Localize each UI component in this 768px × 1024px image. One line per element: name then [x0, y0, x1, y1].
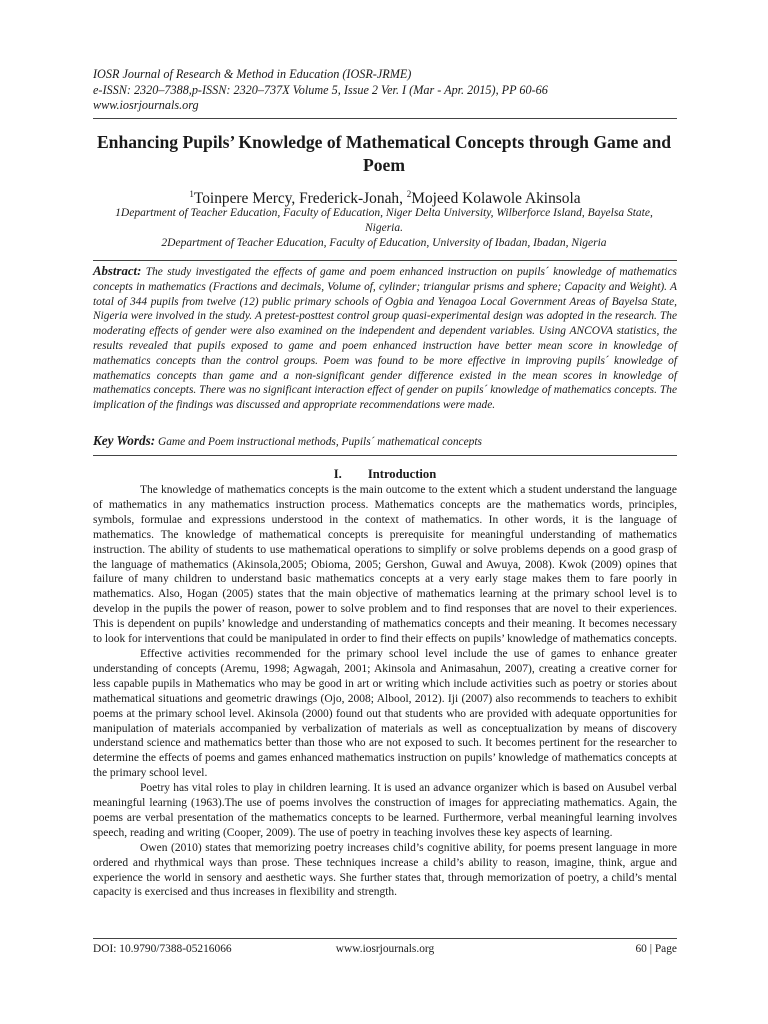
body-text	[93, 483, 677, 900]
author-sup-2: 2	[406, 189, 412, 199]
keywords-divider	[93, 455, 677, 456]
abstract-label: Abstract:	[93, 264, 142, 278]
abstract	[93, 264, 677, 413]
affiliation-1: 1Department of Teacher Education, Faculty of Education, Niger Delta University, Wilberforce Island, Bayelsa State, Nigeria.	[115, 207, 653, 235]
section-number: I.	[333, 467, 342, 481]
abstract-text: The study investigated the effects of game and poem enhanced instruction on pupils´ knowledge of mathematics concepts in mathematics (Fractions and decimals, Volume of, cylinder; triangular prisms and sphere; Capacity and Weight). A total of 344 pupils from twelve (12) public primary schools of Ogbia and Yenagoa Local Government Areas of Bayelsa State, Nigeria were involved in the study. A pretest-posttest control group quasi-experimental design was adopted in the research. The moderating effects of gender were also examined on the independent and dependent variables. Using ANCOVA statistics, the results revealed that pupils exposed to game and poem enhanced instruction have better mean score in knowledge of mathematics concepts than the control groups. Poem was found to be more effective in improving pupils´ knowledge of mathematics concepts than game and a non-significant gender difference existed in the mean scores in knowledge of mathematics concepts. There was no significant interaction effect of gender on pupils´ knowledge of mathematics concepts. The implication of the findings was discussed and appropriate recommendations were made.	[93, 266, 677, 412]
author-sup-1: 1	[189, 189, 194, 199]
journal-header	[93, 67, 693, 114]
footer-divider	[93, 938, 677, 939]
footer-page-number: 60 | Page	[635, 943, 677, 955]
header-divider	[93, 118, 677, 119]
journal-url: www.iosrjournals.org	[93, 98, 199, 112]
paper-title: Enhancing Pupils’ Knowledge of Mathematical Concepts through Game and Poem	[96, 132, 672, 175]
paragraph: Owen (2010) states that memorizing poetry increases child’s cognitive ability, for poems present language in more ordered and rhythmical ways than prose. These techniques increase a child’s ability to reason, imagine, think, argue and experience the world in sensory and aesthetic ways. She further states that, through memorization of poetry, a child’s mental capacity is exercised and thus increases in flexibility and strength.	[93, 841, 677, 899]
affiliations	[100, 206, 668, 252]
author-group-2: Mojeed Kolawole Akinsola	[411, 190, 581, 208]
journal-name: IOSR Journal of Research & Method in Education (IOSR-JRME)	[93, 67, 412, 81]
author-group-1: Toinpere Mercy, Frederick-Jonah,	[193, 190, 407, 208]
footer-doi: DOI: 10.9790/7388-05216066	[93, 943, 232, 955]
keywords	[93, 433, 677, 450]
journal-issn: e-ISSN: 2320–7388,p-ISSN: 2320–737X Volume 5, Issue 2 Ver. I (Mar - Apr. 2015), PP 60-66	[93, 82, 548, 97]
abstract-divider	[93, 260, 677, 261]
footer-url: www.iosrjournals.org	[335, 943, 435, 955]
paragraph: Poetry has vital roles to play in children learning. It is used an advance organizer which is based on Ausubel verbal meaningful learning (1963).The use of poems involves the construction of images for appreciating mathematics. Again, the poems are verbal presentation of the mathematics concepts to be learned. Furthermore, verbal meaningful learning involves speech, reading and writing (Cooper, 2009). The use of poetry in teaching involves these key aspects of learning.	[93, 782, 677, 839]
keywords-text: Game and Poem instructional methods, Pupils´ mathematical concepts	[158, 436, 482, 448]
paragraph: Effective activities recommended for the primary school level include the use of games to enhance greater understanding of concepts (Aremu, 1998; Agwagah, 2001; Akinsola and Animasahun, 2007), creating a creative corner for less capable pupils in Mathematics who may be good in art or writing which include activities such as poetry or stories about mathematical situations and geometric drawings (Ojo, 2008; Albool, 2012). Iji (2007) also recommends to teachers to exhibit poems at the primary school level. Akinsola (2000) found out that students who are provided with adequate opportunities for manipulation of materials accompanied by verbalization of materials as well as conceptualization by means of discovery understand science and mathematics better than those who are not exposed to such. It becomes pertinent for the researcher to determine the effects of poems and games enhanced mathematics instruction on pupils’ knowledge of mathematics concepts at the primary school level.	[93, 647, 677, 780]
paragraph: The knowledge of mathematics concepts is the main outcome to the extent which a student understand the language of mathematics in any mathematics instruction process. Mathematics concepts are the mathematics words, principles, symbols, formulae and expressions understood in the context of mathematics. In other words, it is the language of mathematics. The knowledge of mathematical concepts is prerequisite for meaningful understanding of mathematics instruction. The ability of students to use mathematical operations to simplify or solve problems depends on a good grasp of the language of mathematics (Akinsola,2005; Obioma, 2005; Gershon, Guwal and Awuya, 2008). Kwok (2009) opines that failure of many children to understand basic mathematics concepts at a very early stage makes them to fare poorly in mathematics. Also, Hogan (2005) states that the main objective of mathematics learning at the primary school level is to develop in the pupils the power of reason, power to solve problem and to find responses that are novel to their experiences. This is dependent on pupils’ knowledge and understanding of mathematics concepts and their meaning. It becomes necessary to look for interventions that could be manipulated in order to find their effects on pupils’ knowledge of mathematics concepts.	[93, 484, 678, 646]
section-heading	[93, 466, 677, 482]
keywords-label: Key Words:	[93, 433, 156, 448]
affiliation-2: 2Department of Teacher Education, Faculty of Education, University of Ibadan, Ibadan, Nigeria	[161, 237, 607, 250]
section-title: Introduction	[367, 467, 437, 481]
